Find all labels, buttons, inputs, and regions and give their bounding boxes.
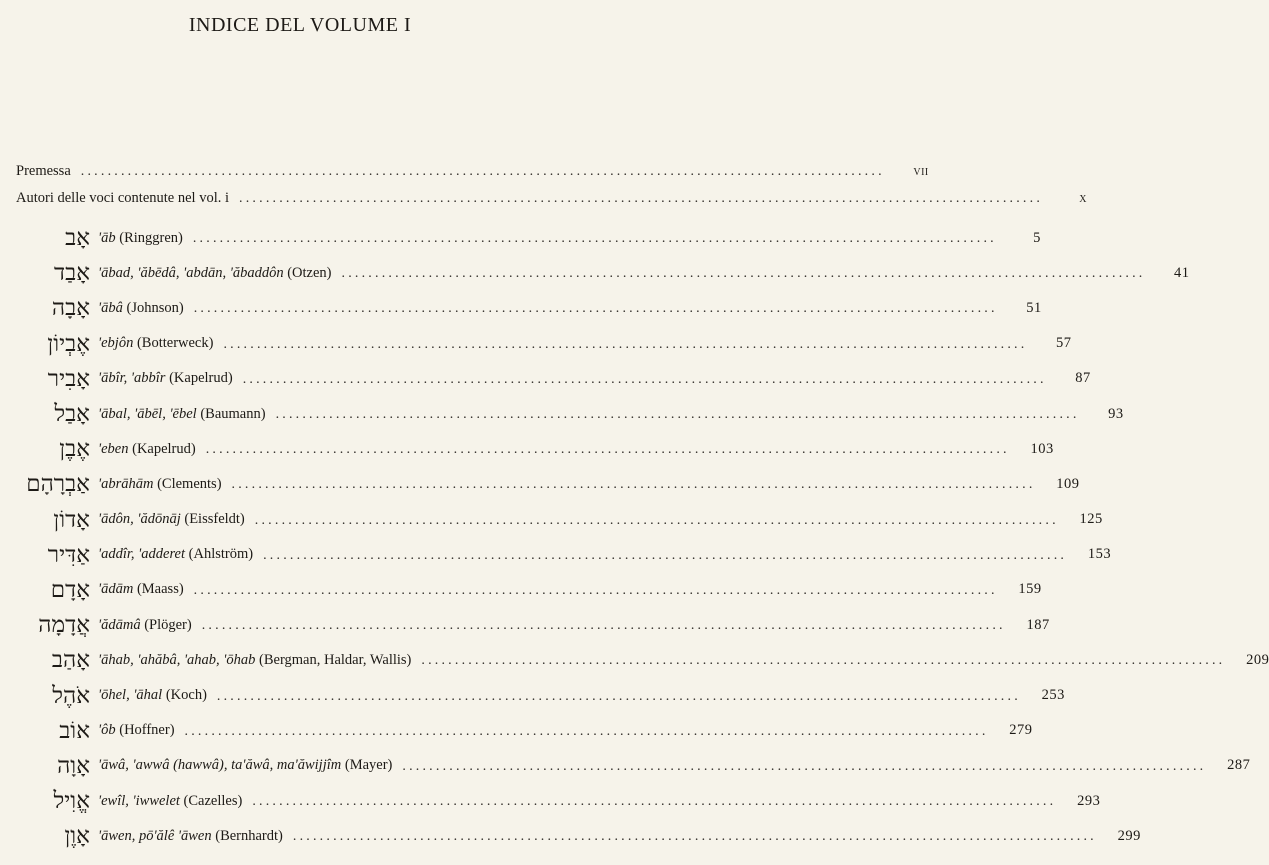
hebrew-headword: אָדָם [50, 576, 90, 603]
toc-page-number: 209 [1246, 651, 1269, 668]
toc-label [98, 441, 200, 458]
hebrew-headword: אָבַל [54, 401, 90, 428]
toc-label [98, 511, 249, 528]
hebrew-headword: אַבְרָהָם [26, 471, 90, 498]
authors: (Kapelrud) [132, 440, 196, 457]
leader-dots: ........................................................................................................................ [275, 407, 1080, 423]
authors: (Bernhardt) [215, 827, 283, 844]
leader-dots: ........................................................................................................................ [192, 231, 997, 247]
transliteration: 'ābad, 'ăbēdâ, 'abdān, 'ăbaddôn [98, 264, 284, 281]
transliteration: 'āhab, 'ahăbâ, 'ahab, 'ōhab [98, 651, 256, 668]
toc-label [98, 265, 336, 282]
toc-label [98, 406, 270, 423]
toc-entry[interactable] [16, 784, 1101, 819]
toc-label [98, 617, 196, 634]
toc-label [98, 793, 246, 810]
toc-row-premessa[interactable] [16, 158, 929, 184]
hebrew-headword: אָהַב [51, 647, 90, 674]
leader-dots: ........................................................................................................................ [242, 371, 1047, 387]
toc-label [98, 546, 257, 563]
toc-page-number: 93 [1108, 405, 1124, 422]
leader-dots: ........................................................................................................................ [402, 758, 1207, 774]
table-of-contents [16, 158, 1269, 854]
transliteration: 'abrāhām [98, 475, 154, 492]
toc-entry[interactable] [16, 502, 1103, 537]
transliteration: 'āb [98, 229, 116, 246]
toc-label: Premessa [16, 162, 71, 179]
hebrew-headword: אָוָה [57, 752, 90, 779]
leader-dots: ........................................................................................................................ [216, 688, 1021, 704]
toc-page-number: 187 [1026, 616, 1050, 633]
hebrew-headword: אֱוִיל [53, 788, 90, 815]
leader-dots: ........................................................................................................................ [254, 512, 1059, 528]
authors: (Ahlström) [188, 546, 254, 563]
authors: (Maass) [136, 581, 184, 598]
leader-dots: ........................................................................................................................ [193, 301, 998, 317]
page-title: INDICE DEL VOLUME I [188, 14, 412, 36]
toc-page-number: 5 [1033, 229, 1041, 246]
transliteration: 'ôb [98, 722, 116, 739]
authors: (Eissfeldt) [184, 511, 245, 528]
leader-dots: ........................................................................................................................ [184, 723, 989, 739]
toc-page-number: 87 [1075, 370, 1091, 387]
hebrew-headword: אֶבְיוֹן [47, 330, 90, 357]
toc-label [98, 335, 217, 352]
leader-dots: ........................................................................................................................ [239, 191, 1044, 207]
toc-entry[interactable] [16, 819, 1141, 854]
toc-label [98, 757, 396, 774]
hebrew-headword: אָבַד [54, 260, 90, 287]
hebrew-headword: אָב [65, 225, 90, 252]
toc-page-number: 51 [1026, 299, 1042, 316]
transliteration: 'ābâ [98, 299, 123, 316]
leader-dots: ........................................................................................................................ [80, 164, 885, 179]
toc-label [98, 828, 287, 845]
toc-entry[interactable] [16, 748, 1251, 783]
toc-label [98, 230, 187, 247]
toc-entry[interactable] [16, 537, 1112, 572]
toc-entry[interactable] [16, 678, 1065, 713]
toc-page-number: x [1079, 189, 1088, 206]
hebrew-headword: אַדִּיר [47, 541, 90, 568]
leader-dots: ........................................................................................................................ [292, 829, 1097, 845]
transliteration: 'ebjôn [98, 335, 134, 352]
toc-entry[interactable] [16, 396, 1124, 431]
toc-page-number: vii [913, 162, 929, 179]
toc-label [98, 370, 237, 387]
toc-entry[interactable] [16, 713, 1033, 748]
leader-dots: ........................................................................................................................ [421, 653, 1226, 669]
leader-dots: ........................................................................................................................ [341, 266, 1146, 282]
toc-label [98, 476, 226, 493]
toc-entry[interactable] [16, 256, 1190, 291]
hebrew-headword: אֹהֶל [52, 682, 90, 709]
authors: (Hoffner) [119, 722, 175, 739]
toc-page-number: 253 [1041, 687, 1065, 704]
transliteration: 'ewîl, 'iwwelet [98, 792, 180, 809]
leader-dots: ........................................................................................................................ [201, 618, 1006, 634]
toc-entry[interactable] [16, 221, 1041, 256]
hebrew-headword: אוֹב [59, 717, 90, 744]
toc-page-number: 109 [1056, 475, 1080, 492]
toc-label [98, 581, 188, 598]
toc-page-number: 41 [1174, 264, 1190, 281]
toc-entry[interactable] [16, 572, 1042, 607]
transliteration: 'ādām [98, 581, 134, 598]
transliteration: 'ōhel, 'āhal [98, 687, 163, 704]
authors: (Clements) [157, 475, 222, 492]
toc-page-number: 279 [1009, 722, 1033, 739]
toc-entry[interactable] [16, 432, 1054, 467]
leader-dots: ........................................................................................................................ [252, 794, 1057, 810]
authors: (Plöger) [144, 616, 192, 633]
transliteration: 'addîr, 'adderet [98, 546, 186, 563]
leader-dots: ........................................................................................................................ [205, 442, 1010, 458]
leader-dots: ........................................................................................................................ [231, 477, 1036, 493]
toc-page-number: 57 [1055, 335, 1072, 352]
transliteration: 'ābal, 'ābēl, 'ēbel [98, 405, 197, 422]
toc-page-number: 293 [1077, 792, 1101, 809]
toc-entry[interactable] [16, 326, 1072, 361]
authors: (Ringgren) [119, 229, 183, 246]
transliteration: 'eben [98, 440, 129, 457]
toc-label [98, 687, 211, 704]
authors: (Johnson) [126, 299, 184, 316]
transliteration: 'ădāmâ [98, 616, 141, 633]
transliteration: 'āwen, pō'ălê 'āwen [98, 827, 212, 844]
authors: (Botterweck) [136, 335, 214, 352]
toc-page-number: 153 [1087, 546, 1112, 563]
toc-entry[interactable] [16, 643, 1269, 678]
leader-dots: ........................................................................................................................ [263, 547, 1068, 563]
toc-entry[interactable] [16, 361, 1091, 396]
toc-page-number: 159 [1018, 581, 1042, 598]
authors: (Baumann) [200, 405, 266, 422]
transliteration: 'ādôn, 'ădōnāj [98, 511, 181, 528]
toc-label [98, 722, 179, 739]
authors: (Kapelrud) [169, 370, 233, 387]
toc-entry[interactable] [16, 467, 1080, 502]
toc-row-autori[interactable] [16, 184, 1088, 213]
toc-entries [16, 221, 1269, 854]
toc-page-number: 287 [1227, 757, 1251, 774]
toc-page-number: 299 [1117, 827, 1141, 844]
authors: (Cazelles) [183, 792, 243, 809]
toc-entry[interactable] [16, 291, 1042, 326]
transliteration: 'ābîr, 'abbîr [98, 370, 166, 387]
hebrew-headword: אָדוֹן [53, 506, 90, 533]
hebrew-headword: אָבִיר [47, 365, 90, 392]
transliteration: 'āwâ, 'awwâ (hawwâ), ta'ăwâ, ma'ăwijjîm [98, 757, 342, 774]
toc-page-number: 125 [1079, 511, 1103, 528]
toc-label [98, 652, 415, 669]
leader-dots: ........................................................................................................................ [223, 336, 1028, 352]
hebrew-headword: אֲדָמָה [38, 612, 90, 639]
authors: (Otzen) [287, 264, 332, 281]
hebrew-headword: אֶבֶן [59, 436, 90, 463]
toc-label [98, 300, 188, 317]
authors: (Mayer) [344, 757, 393, 774]
authors: (Bergman, Haldar, Wallis) [259, 651, 412, 668]
toc-page-number: 103 [1030, 440, 1054, 457]
hebrew-headword: אָבָה [51, 295, 90, 322]
leader-dots: ........................................................................................................................ [193, 582, 998, 598]
toc-entry[interactable] [16, 608, 1050, 643]
toc-label: Autori delle voci contenute nel vol. i [16, 189, 230, 206]
hebrew-headword: אָוֶן [64, 823, 90, 850]
authors: (Koch) [165, 687, 207, 704]
